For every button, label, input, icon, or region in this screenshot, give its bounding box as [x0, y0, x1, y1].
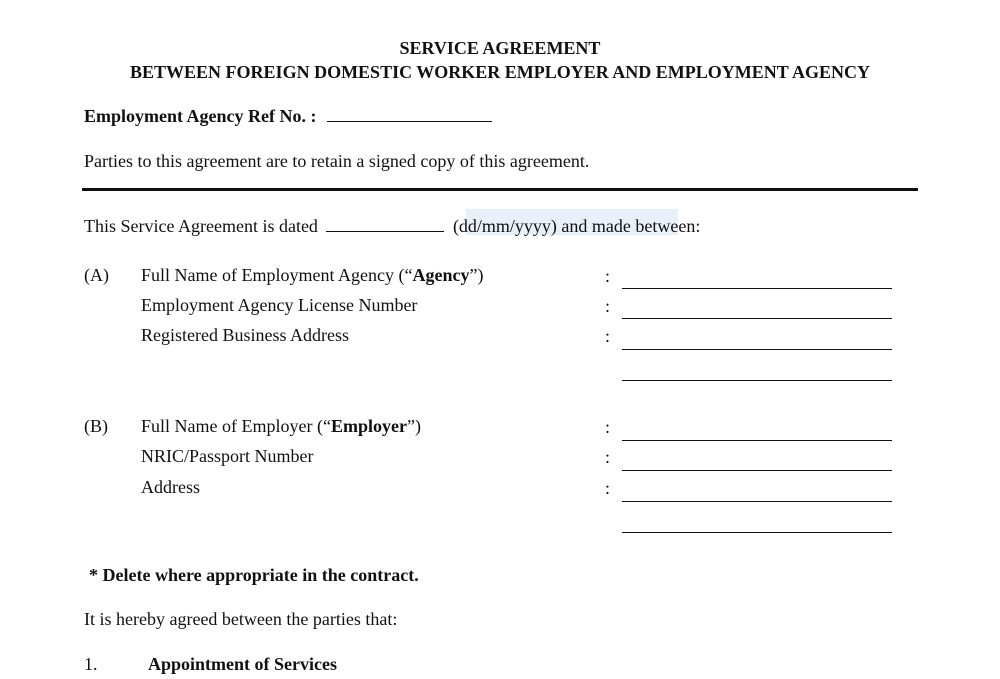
party-b-address-colon: : [605, 478, 611, 498]
section-1-title: Appointment of Services [148, 654, 337, 674]
party-b-nric-colon: : [605, 447, 611, 467]
agreed-statement: It is hereby agreed between the parties that: [84, 609, 398, 629]
party-b-nric-field[interactable] [622, 470, 892, 471]
party-a-name-field[interactable] [622, 288, 892, 289]
ref-no-row [84, 106, 492, 127]
party-a-address-colon: : [605, 326, 611, 346]
delete-note: * Delete where appropriate in the contract. [89, 565, 419, 585]
ref-no-label: Employment Agency Ref No. : [84, 106, 317, 126]
party-b-address-field-2[interactable] [622, 532, 892, 533]
party-b-name-pre: Full Name of Employer (“ [141, 416, 331, 436]
dated-suffix: (dd/mm/yyyy) and made between: [452, 216, 701, 236]
party-a-name-colon: : [605, 266, 611, 286]
dated-row [84, 216, 700, 237]
document-subtitle: BETWEEN FOREIGN DOMESTIC WORKER EMPLOYER AND EMPLOYMENT AGENCY [130, 62, 870, 82]
party-a-license-field[interactable] [622, 318, 892, 319]
party-b-name-bold: Employer [330, 416, 407, 436]
party-a-marker: (A) [84, 265, 109, 285]
party-a-license-label: Employment Agency License Number [141, 295, 418, 315]
party-b-address-field[interactable] [622, 501, 892, 502]
retain-copy-notice: Parties to this agreement are to retain a signed copy of this agreement. [84, 151, 590, 171]
party-b-name-label [141, 416, 421, 437]
party-b-name-post: ”) [406, 416, 421, 436]
party-b-name-colon: : [605, 417, 611, 437]
party-a-address-field-2[interactable] [622, 380, 892, 381]
date-blank[interactable] [326, 217, 444, 232]
party-a-name-label [141, 265, 483, 286]
dated-prefix: This Service Agreement is dated [84, 216, 318, 236]
document-title: SERVICE AGREEMENT [399, 38, 601, 58]
party-a-license-colon: : [605, 296, 611, 316]
party-a-address-label: Registered Business Address [141, 325, 349, 345]
party-b-name-field[interactable] [622, 440, 892, 441]
party-b-marker: (B) [84, 416, 108, 436]
party-b-nric-label: NRIC/Passport Number [141, 446, 314, 466]
divider [82, 188, 918, 191]
ref-no-blank[interactable] [327, 107, 492, 122]
section-1-number: 1. [84, 654, 98, 674]
party-b-address-label: Address [141, 477, 200, 497]
party-a-name-bold: Agency [412, 265, 470, 285]
party-a-name-pre: Full Name of Employment Agency (“ [141, 265, 413, 285]
party-a-name-post: ”) [469, 265, 484, 285]
party-a-address-field[interactable] [622, 349, 892, 350]
